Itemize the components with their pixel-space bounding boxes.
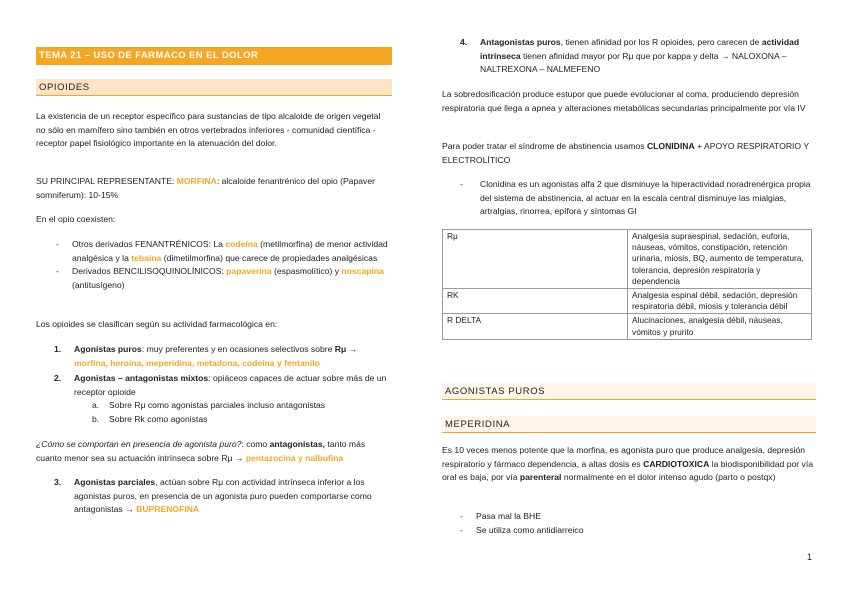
intro-paragraph: La existencia de un receptor específico para sustancias de tipo alcaloide de origen vegetal no sólo en mamífero sino también en otros vertebrados inferiores - comunidad científica - receptor papel fisiológico importante en la atenuación del dolor. <box>36 111 381 149</box>
list-item: - Otros derivados FENANTRÉNICOS: La codeína (metilmorfina) de menor actividad analgésica y la tebaína (dimetilmorfina) que carece de propiedades analgésicas <box>56 238 392 265</box>
section-agonistas-puros: AGONISTAS PUROS <box>442 383 816 400</box>
item-parciales: 3. Agonistas parciales, actúan sobre Rμ con actividad intrínseca inferior a los agonistas puros, en presencia de un agonista puro pueden comportarse como antagonistas → BUPRENOFINA <box>54 477 372 515</box>
clonidina-list <box>460 178 816 219</box>
list-item: - Derivados BENCILISOQUINOLÍNICOS: papaverina (espasmolítico) y noscapina (antitusígeno) <box>56 265 392 292</box>
meperidina-paragraph: Es 10 veces menos potente que la morfina, es agonista puro que produce analgesia, depresión respiratorio y fármaco dependencia, a altas dosis es CARDIOTOXICA la biodisponibilidad por vía oral es baja, por vía parenteral normalmente en el dolor intenso agudo (parto o postqx) <box>442 445 813 483</box>
list-item: - Clonidina es un agonistas alfa 2 que disminuye la hiperactividad noradrenérgica propia del sistema de abstinencia, al actuar en la escala central disminuye las mialgias, artralgias, rinorrea, epífora y síntomas GI <box>460 178 816 219</box>
item-mixtos: 2. Agonistas – antagonistas mixtos: opiáceos capaces de actuar sobre más de un receptor opioide a. Sobre Rμ como agonistas parciales incluso antagonistas b. Sobre Rk como agonistas <box>54 373 387 424</box>
receptor-table <box>442 229 812 340</box>
list-item: - Pasa mal la BHE <box>460 510 816 524</box>
sobredosificacion-paragraph: La sobredosificación produce estupor que puede evolucionar al coma, produciendo depresión respiratoria que llega a apnea y alteraciones metabólicas secundarias principalmente por vía IV <box>442 89 806 113</box>
clasifican-text: Los opioides se clasifican según su actividad farmacológica en: <box>36 319 278 329</box>
table-row: RK Analgesia espinal débil, sedación, depresión respiratoria débil, miosis y tolerancia débil <box>443 289 812 314</box>
page-number: 1 <box>806 552 812 562</box>
coexisten-text: En el opio coexisten: <box>36 214 116 224</box>
table-row: Rμ Analgesia supraespinal, sedación, euforia, náuseas, vómitos, constipación, retención urinaria, miosis, BQ, aumento de temperatura, tolerancia, depresión respiratoria y dependencia <box>443 230 812 289</box>
item-antagonistas: 4. Antagonistas puros, tienen afinidad por los R opioides, pero carecen de actividad intrínseca tienen afinidad mayor por Rμ que por kappa y delta → NALOXONA – NALTREXONA – NALMEFENO <box>460 37 800 75</box>
table-row: R DELTA Alucinaciones, analgesia débil, náuseas, vómitos y prurito <box>443 314 812 339</box>
morfina-highlight: MORFINA <box>176 176 217 186</box>
question-paragraph: ¿Cómo se comportan en presencia de agonista puro?: como antagonistas, tanto más cuanto menor sea su actuación intrínseca sobre Rμ → pentazocina y nalbufina <box>36 439 366 463</box>
section-meperidina: MEPERIDINA <box>442 416 816 433</box>
derivados-list <box>56 238 392 292</box>
abstinencia-paragraph: Para poder tratar el síndrome de abstinencia usamos CLONIDINA + APOYO RESPIRATORIO Y ELECTROLÍTICO <box>442 141 809 165</box>
section-opioides: OPIOIDES <box>36 79 392 96</box>
meperidina-list <box>460 510 816 537</box>
principal-paragraph: SU PRINCIPAL REPRESENTANTE: MORFINA: alcaloide fenantrénico del opio (Papaver somniferum): 10-15% <box>36 176 375 200</box>
list-item: - Se utiliza como antidiarreico <box>460 524 816 538</box>
item-agonistas-puros: 1. Agonistas puros: muy preferentes y en ocasiones selectivos sobre Rμ → morfina, heroína, meperidina, metadona, codeína y fentanilo <box>54 344 358 368</box>
chapter-title: TEMA 21 – USO DE FARMACO EN EL DOLOR <box>36 47 392 65</box>
